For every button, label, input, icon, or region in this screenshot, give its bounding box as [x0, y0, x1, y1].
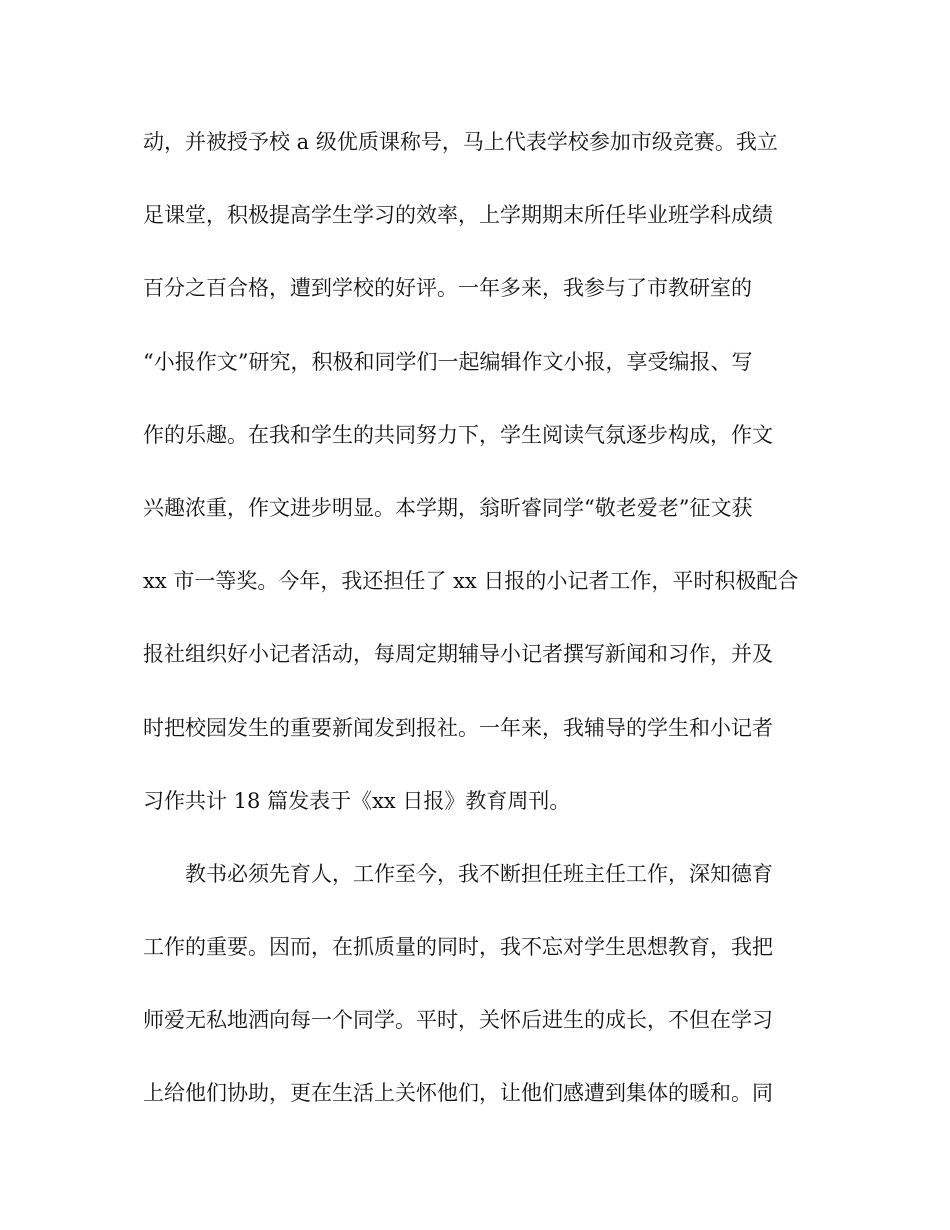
paragraph-first-line: 教书必须先育人，工作至今，我不断担任班主任工作，深知德育	[185, 861, 773, 886]
text-line: 习作共计 18 篇发表于《xx 日报》教育周刊。	[143, 788, 571, 813]
text-line: 作的乐趣。在我和学生的共同努力下，学生阅读气氛逐步构成，作文	[143, 422, 773, 447]
text-line: 兴趣浓重，作文进步明显。本学期，翁昕睿同学“敬老爱老”征文获	[143, 495, 753, 520]
text-line: 百分之百合格，遭到学校的好评。一年多来，我参与了市教研室的	[143, 276, 752, 301]
text-line: 动，并被授予校 a 级优质课称号，马上代表学校参加市级竞赛。我立	[143, 130, 778, 154]
text-line: 工作的重要。因而，在抓质量的同时，我不忘对学生思想教育，我把	[143, 935, 773, 960]
body-text	[143, 118, 823, 1143]
text-line: 时把校园发生的重要新闻发到报社。一年来，我辅导的学生和小记者	[143, 715, 773, 740]
text-line: 足课堂，积极提高学生学习的效率，上学期期末所任毕业班学科成绩	[143, 203, 773, 228]
text-line: xx 市一等奖。今年，我还担任了 xx 日报的小记者工作，平时积极配合	[143, 569, 799, 594]
text-line: “小报作文”研究，积极和同学们一起编辑作文小报，享受编报、写	[143, 349, 753, 374]
text-line: 师爱无私地洒向每一个同学。平时，关怀后进生的成长，不但在学习	[143, 1008, 773, 1033]
text-line: 上给他们协助，更在生活上关怀他们，让他们感遭到集体的暖和。同	[143, 1081, 773, 1106]
text-line: 报社组织好小记者活动，每周定期辅导小记者撰写新闻和习作，并及	[143, 642, 773, 667]
